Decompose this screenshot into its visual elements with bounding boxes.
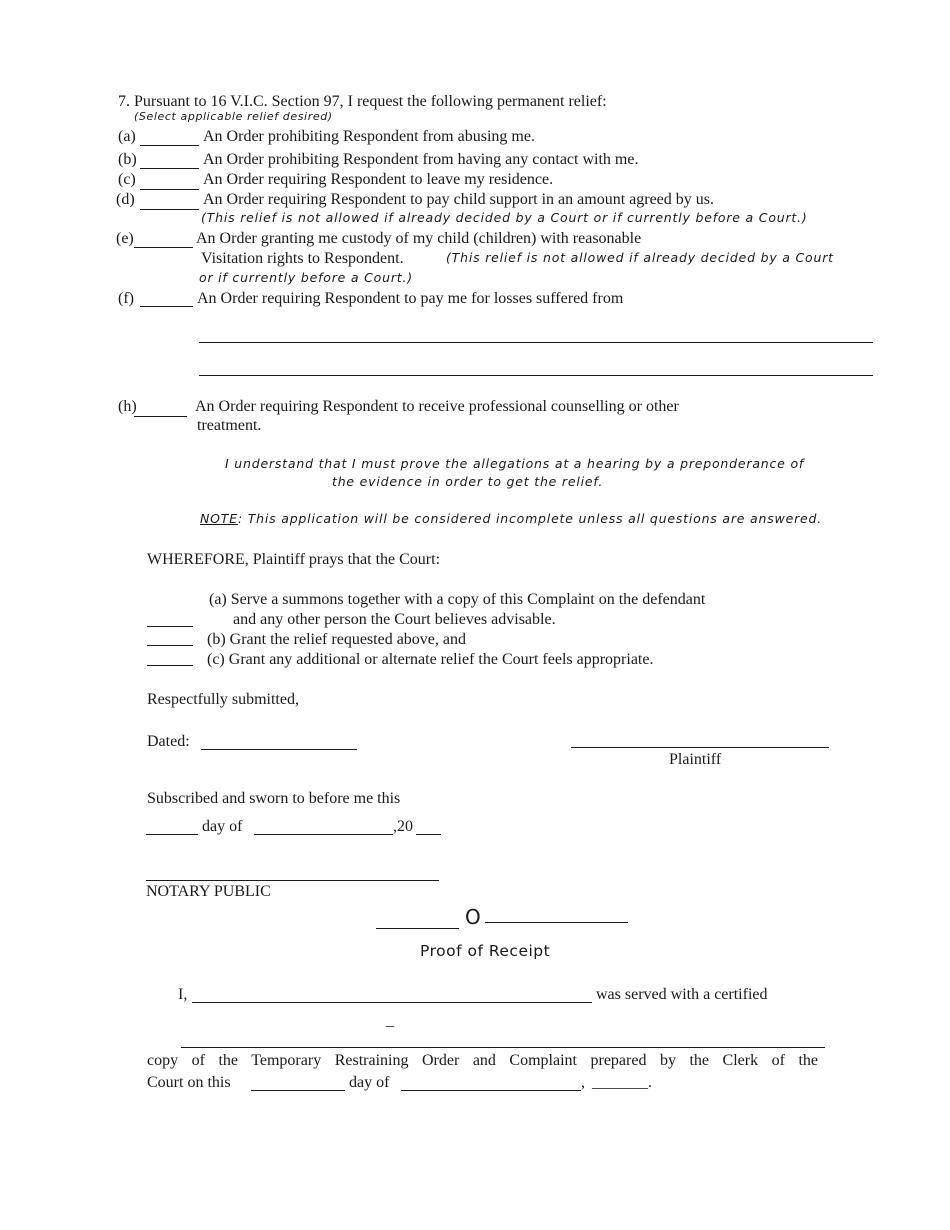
item-e-note2: or if currently before a Court.) bbox=[199, 270, 413, 285]
item-c-blank[interactable] bbox=[140, 189, 199, 190]
plaintiff-label: Plaintiff bbox=[669, 751, 722, 768]
item-f-blank[interactable] bbox=[140, 306, 193, 307]
divider-line-right bbox=[485, 922, 628, 923]
item-d-text: An Order requiring Respondent to pay child support in an amount agreed by us. bbox=[203, 191, 714, 208]
item-h-blank[interactable] bbox=[134, 416, 187, 417]
notary-public-label: NOTARY PUBLIC bbox=[146, 883, 271, 900]
item-d-label: (d) bbox=[116, 191, 135, 208]
proof-comma: , bbox=[581, 1074, 585, 1091]
item-e-blank[interactable] bbox=[134, 247, 193, 248]
wherefore-c: (c) Grant any additional or alternate relief the Court feels appropriate. bbox=[207, 651, 654, 668]
notary-signature-line[interactable] bbox=[146, 880, 439, 881]
understand-line-2: the evidence in order to get the relief. bbox=[332, 474, 604, 489]
item-b-label: (b) bbox=[118, 151, 137, 168]
wherefore-heading: WHEREFORE, Plaintiff prays that the Court: bbox=[147, 551, 441, 568]
item-h-text: An Order requiring Respondent to receive professional counselling or other bbox=[195, 398, 679, 415]
proof-day-of: day of bbox=[349, 1074, 390, 1091]
losses-line-1[interactable] bbox=[199, 342, 873, 343]
proof-long-line[interactable] bbox=[181, 1047, 825, 1048]
wherefore-b-blank[interactable] bbox=[147, 645, 193, 646]
item-b-text: An Order prohibiting Respondent from having any contact with me. bbox=[203, 151, 639, 168]
proof-line-1: copy of the Temporary Restraining Order and Complaint prepared by the Clerk of the bbox=[147, 1052, 818, 1069]
sworn-year-prefix: ,20 bbox=[393, 818, 413, 835]
sworn-statement: Subscribed and sworn to before me this bbox=[147, 790, 401, 807]
proof-name-field[interactable] bbox=[192, 1002, 592, 1003]
item-e-label: (e) bbox=[116, 230, 134, 247]
item-d-note: (This relief is not allowed if already decided by a Court or if currently before a Court.) bbox=[201, 210, 808, 225]
respectfully-submitted: Respectfully submitted, bbox=[147, 691, 299, 708]
item-e-text: An Order granting me custody of my child (children) with reasonable bbox=[196, 230, 642, 247]
item-e-note: (This relief is not allowed if already decided by a Court bbox=[446, 250, 834, 265]
note-text: : This application will be considered incomplete unless all questions are answered. bbox=[237, 511, 823, 526]
plaintiff-signature-line[interactable] bbox=[571, 747, 829, 748]
wherefore-a-blank[interactable] bbox=[147, 626, 193, 627]
sworn-day-of: day of bbox=[202, 818, 243, 835]
relief-instruction: (Select applicable relief desired) bbox=[134, 110, 333, 123]
wherefore-a-line-2: and any other person the Court believes advisable. bbox=[233, 611, 556, 628]
proof-i: I, bbox=[178, 986, 188, 1003]
note-statement bbox=[200, 512, 822, 526]
sworn-month-field[interactable] bbox=[254, 834, 393, 835]
item-c-label: (c) bbox=[118, 171, 136, 188]
proof-day-field[interactable] bbox=[251, 1090, 345, 1091]
item-c-text: An Order requiring Respondent to leave my residence. bbox=[203, 171, 554, 188]
sworn-day-field[interactable] bbox=[146, 834, 198, 835]
note-label: NOTE bbox=[200, 511, 238, 526]
losses-line-2[interactable] bbox=[199, 375, 873, 376]
item-f-label: (f) bbox=[118, 290, 134, 307]
item-a-label: (a) bbox=[118, 128, 136, 145]
divider-symbol: O bbox=[465, 905, 481, 929]
divider-line-left bbox=[376, 928, 459, 929]
proof-served: was served with a certified bbox=[596, 986, 768, 1003]
wherefore-a-line-1: (a) Serve a summons together with a copy of this Complaint on the defendant bbox=[209, 591, 706, 608]
dated-label: Dated: bbox=[147, 733, 190, 750]
item-a-text: An Order prohibiting Respondent from abusing me. bbox=[203, 128, 535, 145]
proof-title: Proof of Receipt bbox=[420, 942, 551, 960]
proof-month-field[interactable] bbox=[401, 1090, 581, 1091]
proof-year-field[interactable]: _______. bbox=[592, 1074, 652, 1091]
proof-dash: _ bbox=[386, 1012, 394, 1029]
item-f-text: An Order requiring Respondent to pay me for losses suffered from bbox=[197, 290, 624, 307]
item-e-text2: Visitation rights to Respondent. bbox=[201, 250, 404, 267]
item-b-blank[interactable] bbox=[140, 168, 199, 169]
sworn-year-field[interactable] bbox=[416, 834, 441, 835]
item-h-text2: treatment. bbox=[197, 417, 262, 434]
dated-field[interactable] bbox=[201, 749, 357, 750]
relief-heading: 7. Pursuant to 16 V.I.C. Section 97, I request the following permanent relief: bbox=[118, 93, 607, 110]
item-h-label: (h) bbox=[118, 398, 137, 415]
wherefore-c-blank[interactable] bbox=[147, 665, 193, 666]
wherefore-b: (b) Grant the relief requested above, and bbox=[207, 631, 466, 648]
item-d-blank[interactable] bbox=[140, 209, 199, 210]
proof-court-on: Court on this bbox=[147, 1074, 231, 1091]
understand-line-1: I understand that I must prove the allegations at a hearing by a preponderance of bbox=[225, 456, 805, 471]
item-a-blank[interactable] bbox=[140, 145, 199, 146]
